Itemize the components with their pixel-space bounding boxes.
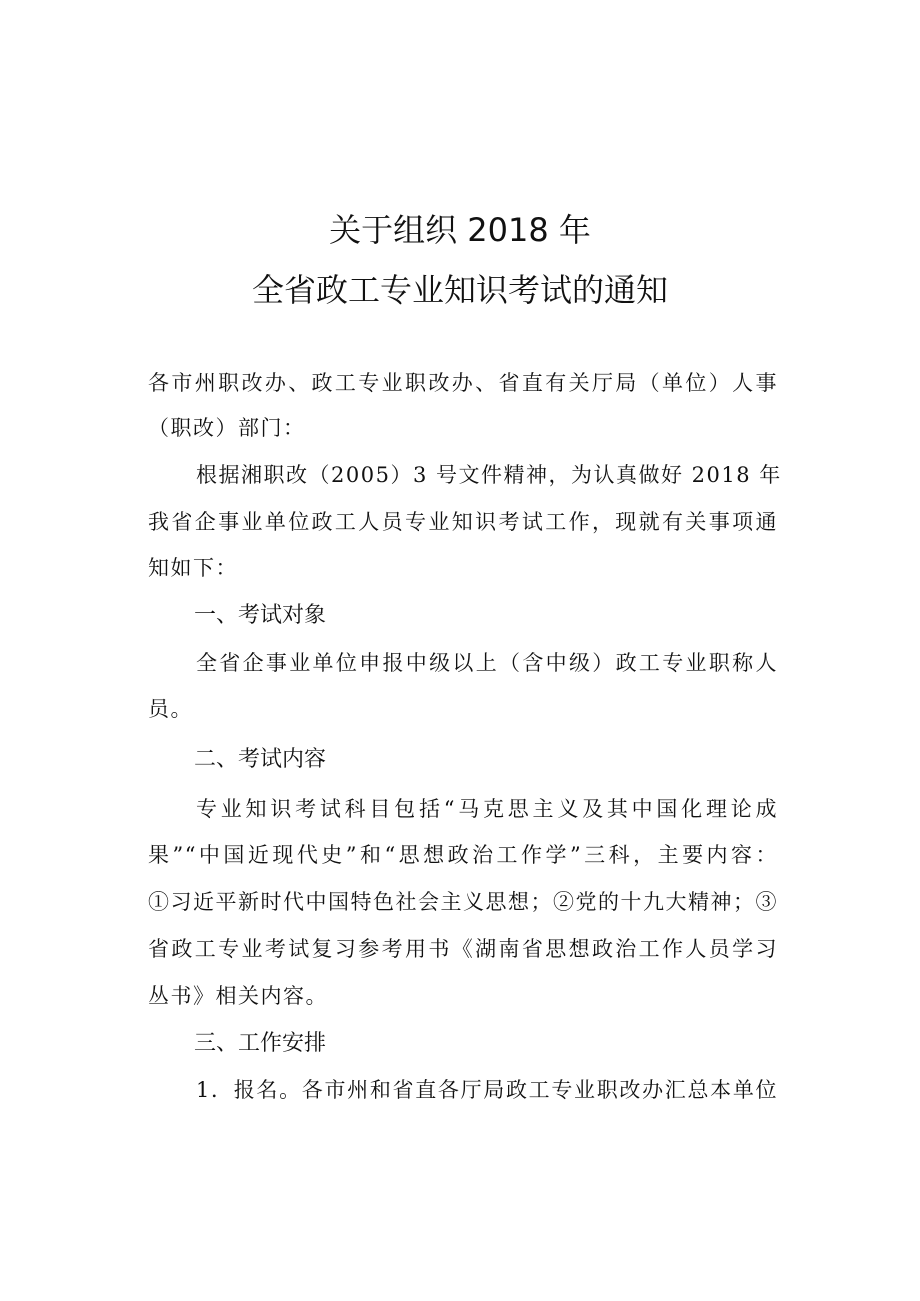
section-3-heading: 三、工作安排 (194, 1031, 327, 1056)
section-1-heading: 一、考试对象 (194, 603, 327, 628)
section-3-line-1: 1．报名。各市州和省直各厅局政工专业职改办汇总本单位 (196, 1078, 778, 1102)
section-1-line-1: 全省企事业单位申报中级以上（含中级）政工专业职称人 (196, 651, 778, 675)
addressee-line-2: （职改）部门： (148, 416, 306, 440)
section-2-line-4: 省政工专业考试复习参考用书《湖南省思想政治工作人员学习 (148, 937, 778, 961)
section-2-heading: 二、考试内容 (194, 747, 327, 772)
intro-line-3: 知如下： (148, 556, 238, 580)
addressee-line-1: 各市州职改办、政工专业职改办、省直有关厅局（单位）人事 (148, 371, 778, 395)
section-1-line-2: 员。 (148, 697, 193, 721)
section-2-line-3: ①习近平新时代中国特色社会主义思想；②党的十九大精神；③ (148, 890, 778, 914)
section-2-line-1: 专业知识考试科目包括“马克思主义及其中国化理论成 (196, 797, 778, 821)
document-title-line-2: 全省政工专业知识考试的通知 (251, 271, 668, 309)
document-title-line-1: 关于组织 2018 年 (329, 211, 591, 249)
section-2-line-5: 丛书》相关内容。 (148, 984, 328, 1008)
section-2-line-2: 果”“中国近现代史”和“思想政治工作学”三科，主要内容： (148, 843, 778, 867)
intro-line-2: 我省企事业单位政工人员专业知识考试工作，现就有关事项通 (148, 510, 778, 534)
intro-line-1: 根据湘职改（2005）3 号文件精神，为认真做好 2018 年 (196, 463, 782, 487)
